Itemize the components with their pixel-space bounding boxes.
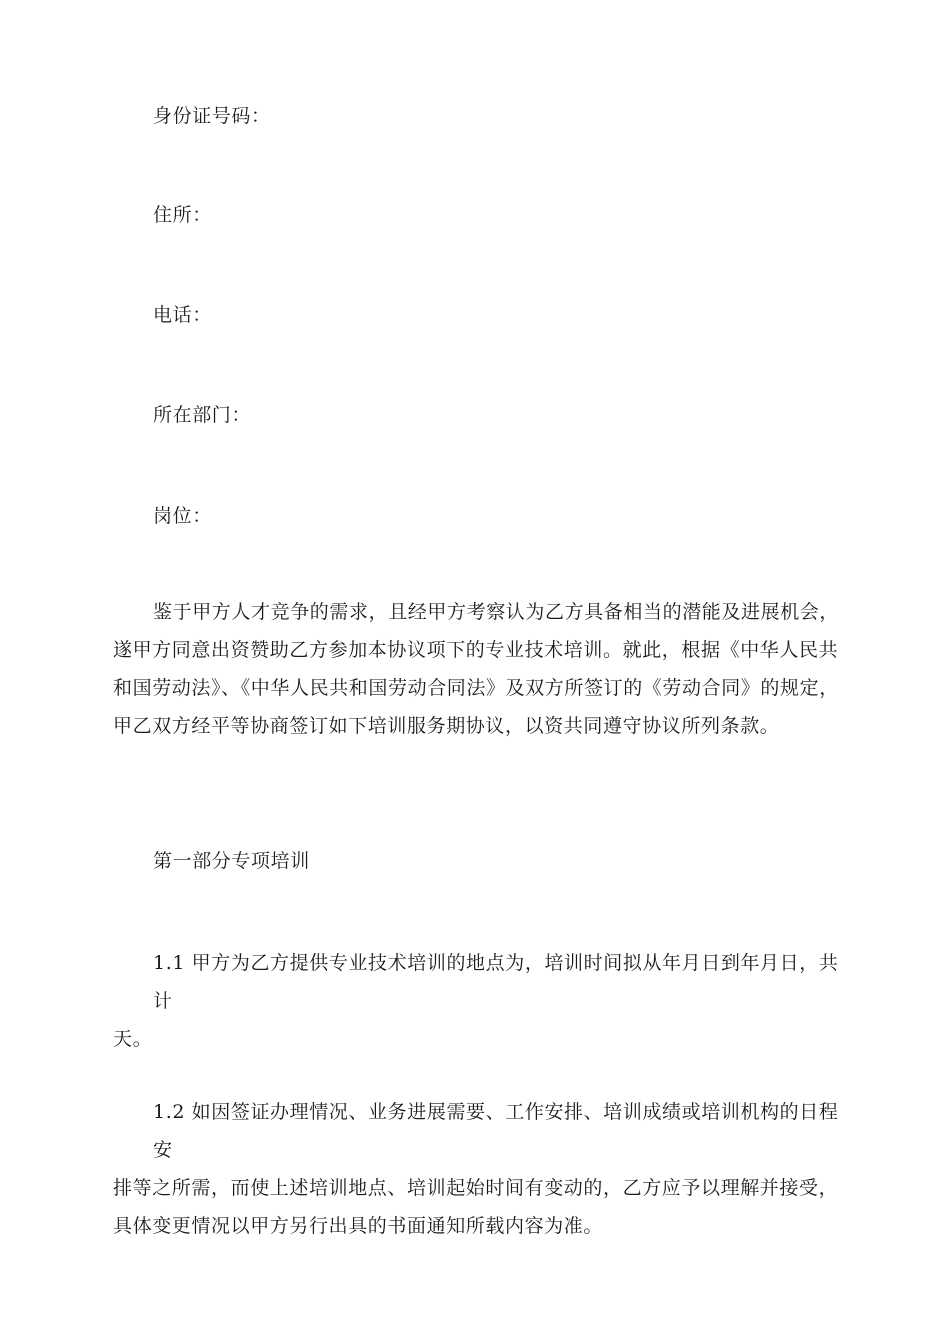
paragraph-line: 1.1 甲方为乙方提供专业技术培训的地点为，培训时间拟从年月日到年月日，共计: [153, 952, 839, 1012]
clause-1-1: [113, 944, 843, 1058]
section-title: 第一部分专项培训: [153, 850, 310, 872]
paragraph-line: 具体变更情况以甲方另行出具的书面通知所载内容为准。: [113, 1215, 604, 1237]
position-field: 岗位：: [153, 505, 212, 527]
id-number-field: 身份证号码：: [153, 105, 271, 127]
department-field: 所在部门：: [153, 404, 252, 426]
address-field: 住所：: [153, 204, 212, 226]
paragraph-line: 鉴于甲方人才竞争的需求，且经甲方考察认为乙方具备相当的潜能及进展机会，: [153, 601, 840, 623]
paragraph-line: 天。: [113, 1028, 153, 1050]
paragraph-line: 排等之所需，而使上述培训地点、培训起始时间有变动的，乙方应予以理解并接受，: [113, 1177, 839, 1199]
phone-field: 电话：: [153, 304, 212, 326]
paragraph-line: 和国劳动法》、《中华人民共和国劳动合同法》及双方所签订的《劳动合同》的规定，: [113, 677, 839, 699]
paragraph-line: 1.2 如因签证办理情况、业务进展需要、工作安排、培训成绩或培训机构的日程安: [153, 1101, 839, 1161]
paragraph-line: 遂甲方同意出资赞助乙方参加本协议项下的专业技术培训。就此，根据《中华人民共: [113, 639, 839, 661]
preamble-paragraph: [113, 593, 843, 745]
clause-1-2: [113, 1093, 843, 1245]
paragraph-line: 甲乙双方经平等协商签订如下培训服务期协议，以资共同遵守协议所列条款。: [113, 715, 780, 737]
